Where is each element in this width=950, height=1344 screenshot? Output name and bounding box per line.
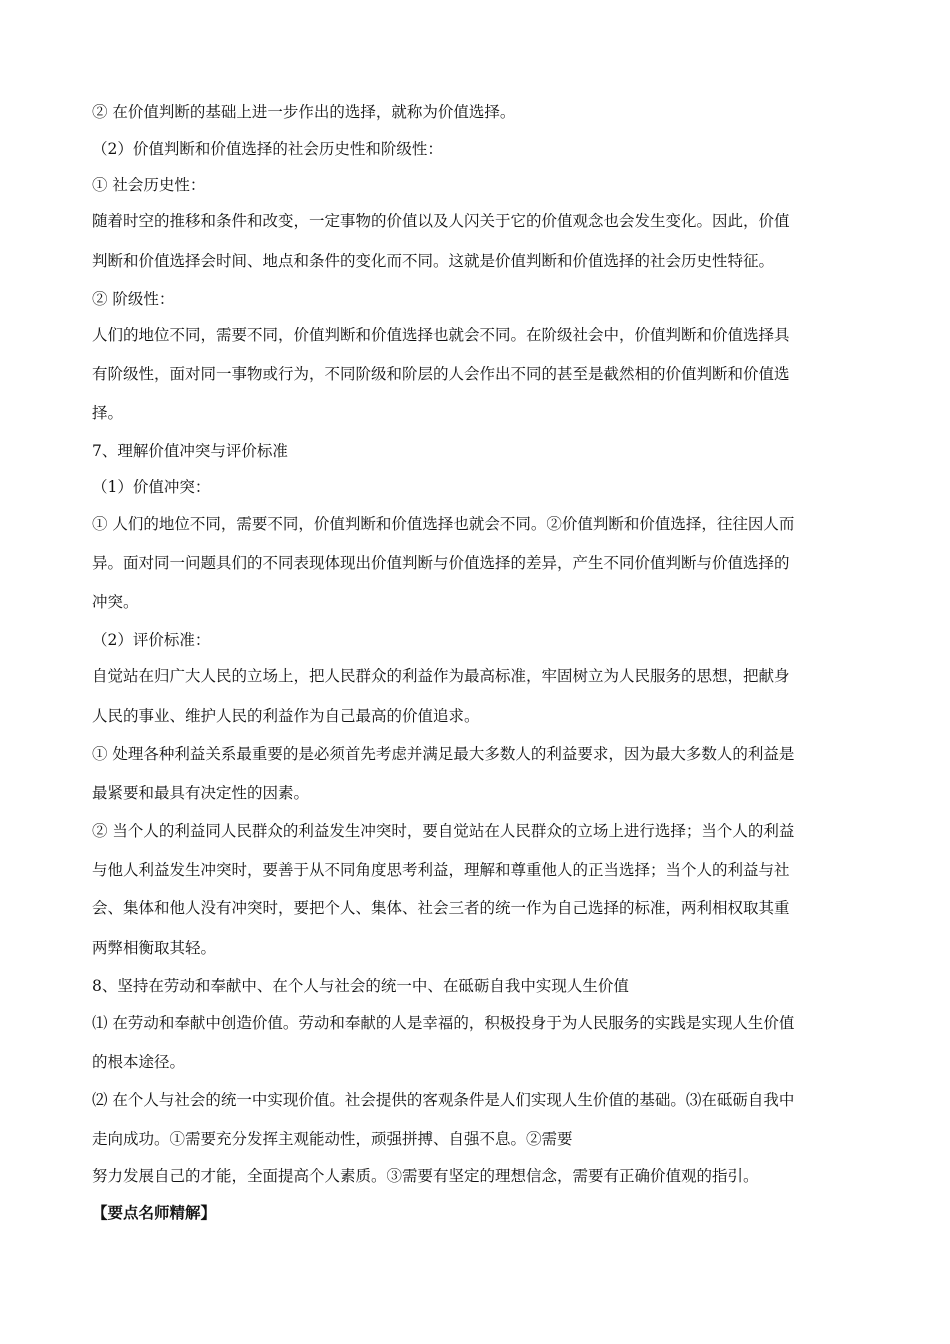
- section-heading: 7、理解价值冲突与评价标准: [92, 442, 288, 460]
- text-line: ① 处理各种利益关系最重要的是必须首先考虑并满足最大多数人的利益要求，因为最大多数人的利益是: [92, 745, 795, 763]
- text-line: 自觉站在归广大人民的立场上，把人民群众的利益作为最高标准，牢固树立为人民服务的思想，把献身: [92, 667, 790, 685]
- text-line: 会、集体和他人没有冲突时，要把个人、集体、社会三者的统一作为自己选择的标准，两利相权取其重: [92, 899, 790, 917]
- text-line: 人们的地位不同，需要不同，价值判断和价值选择也就会不同。在阶级社会中，价值判断和价值选择具: [92, 326, 790, 344]
- bold-heading: 【要点名师精解】: [92, 1203, 217, 1222]
- text-line: ② 在价值判断的基础上进一步作出的选择，就称为价值选择。: [92, 103, 516, 121]
- text-line: 与他人利益发生冲突时，要善于从不同角度思考利益，理解和尊重他人的正当选择；当个人的利益与社: [92, 861, 790, 879]
- text-line: 两弊相衡取其轻。: [92, 939, 217, 957]
- section-heading: 8、坚持在劳动和奉献中、在个人与社会的统一中、在砥砺自我中实现人生价值: [92, 977, 629, 995]
- text-line: 有阶级性，面对同一事物或行为，不同阶级和阶层的人会作出不同的甚至是截然相的价值判断和价值选: [92, 365, 790, 383]
- text-line: ⑵ 在个人与社会的统一中实现价值。社会提供的客观条件是人们实现人生价值的基础。⑶在砥砺自我中: [92, 1091, 795, 1109]
- text-line: （2）评价标准：: [92, 631, 211, 649]
- text-line: （2）价值判断和价值选择的社会历史性和阶级性：: [92, 140, 443, 158]
- text-line: ① 社会历史性：: [92, 176, 206, 194]
- text-line: ① 人们的地位不同，需要不同，价值判断和价值选择也就会不同。②价值判断和价值选择，往往因人而: [92, 515, 795, 533]
- text-line: 人民的事业、维护人民的利益作为自己最高的价值追求。: [92, 707, 480, 725]
- text-line: 判断和价值选择会时间、地点和条件的变化而不同。这就是价值判断和价值选择的社会历史性特征。: [92, 252, 775, 270]
- text-line: ② 阶级性：: [92, 290, 175, 308]
- text-line: 异。面对同一问题具们的不同表现体现出价值判断与价值选择的差异，产生不同价值判断与价值选择的: [92, 554, 790, 572]
- text-line: 择。: [92, 404, 124, 422]
- text-line: ② 当个人的利益同人民群众的利益发生冲突时，要自觉站在人民群众的立场上进行选择；当个人的利益: [92, 822, 795, 840]
- text-line: 走向成功。①需要充分发挥主观能动性，顽强拼搏、自强不息。②需要: [92, 1130, 573, 1148]
- text-line: 努力发展自己的才能，全面提高个人素质。③需要有坚定的理想信念，需要有正确价值观的指引。: [92, 1167, 759, 1185]
- text-line: 随着时空的推移和条件和改变，一定事物的价值以及人闪关于它的价值观念也会发生变化。因此，价值: [92, 212, 790, 230]
- text-line: 最紧要和最具有决定性的因素。: [92, 784, 310, 802]
- text-line: 冲突。: [92, 593, 139, 611]
- text-line: （1）价值冲突：: [92, 478, 211, 496]
- text-line: 的根本途径。: [92, 1053, 186, 1071]
- text-line: ⑴ 在劳动和奉献中创造价值。劳动和奉献的人是幸福的，积极投身于为人民服务的实践是实现人生价值: [92, 1014, 795, 1032]
